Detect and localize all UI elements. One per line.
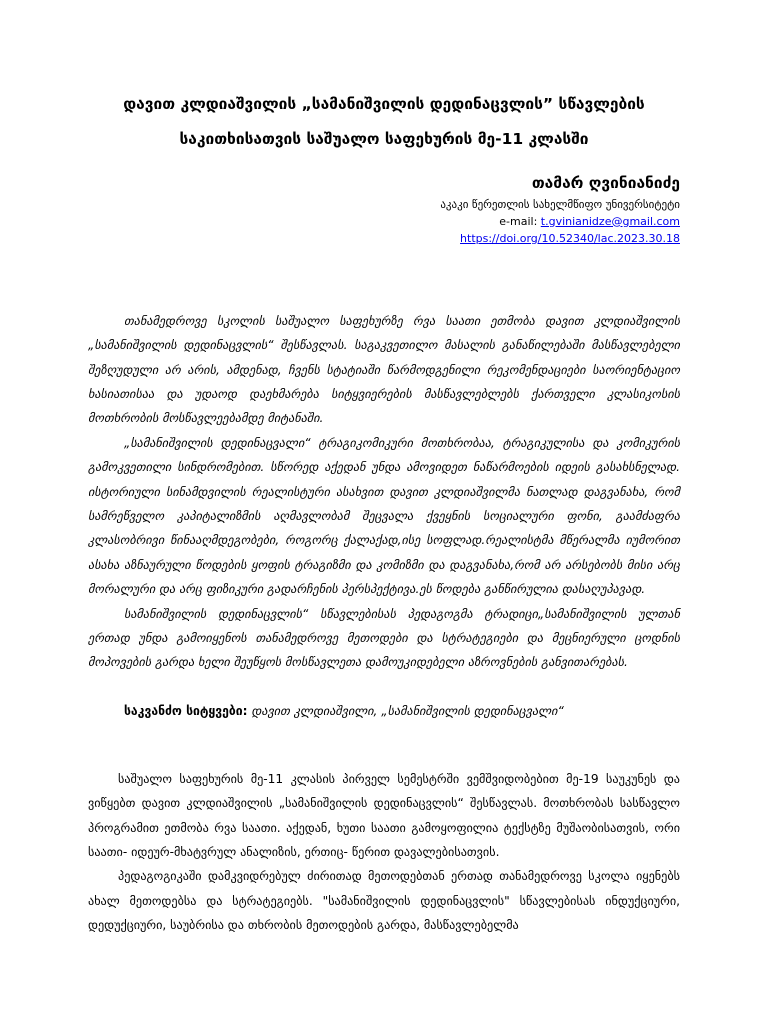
keywords-label: საკვანძო სიტყვები: (124, 703, 248, 718)
abstract-paragraph: სამანიშვილის დედინაცვლის“ სწავლებისას პედაგოგმა ტრადიცი„სამანიშვილის ულთან ერთად უნდა გამოიყენოს თანამედროვე მეთოდები და სტრატეგიები და მეცნიერული ცოდნის მოპოვების გარდა ხელი შეუწყოს მოსწავლეთა დამოუკიდებელი აზროვნების განვითარებას. (88, 606, 680, 670)
keywords (88, 699, 680, 723)
abstract-paragraph: „სამანიშვილის დედინაცვალი“ ტრაგიკომიკური მოთხრობაა, ტრაგიკულისა და კომიკურის გამოკვეთილი სინდრომებით. სწორედ აქედან უნდა ამოვიდეთ ნაწარმოების იდეის გასახსნელად. ისტორიული სინამდვილის რეალისტური ასახვით დავით კლდიაშვილმა ნათლად დაგვანახა, რომ სამრეწველო კაპიტალიზმის აღმავლობამ შეცვალა ქვეყნის სოციალური ფონი, გაამძაფრა კლასობრივი წინააღმდეგობები, როგორც ქალაქად,ისე სოფლად.რეალისტმა მწერალმა იუმორით ასახა აზნაურული წოდების ყოფის ტრაგიზმი და კომიზმი და დაგვანახა,რომ არ არსებობს მისი არც მორალური და არც ფიზიკური გადარჩენის პერსპექტივა.ეს წოდება განწირულია დასაღუპავად. (88, 435, 680, 597)
author-block (88, 172, 680, 246)
title-line-1: დავით კლდიაშვილის „სამანიშვილის დედინაცვლის” სწავლების (123, 95, 645, 113)
email-label: e-mail: (499, 214, 538, 228)
doi-link[interactable]: https://doi.org/10.52340/lac.2023.30.18 (460, 231, 680, 245)
author-email-line (88, 213, 680, 230)
author-affiliation: აკაკი წერეთლის სახელმწიფო უნივერსიტეტი (440, 197, 680, 211)
abstract (88, 309, 680, 675)
email-link[interactable]: t.gvinianidze@gmail.com (540, 214, 680, 228)
author-name: თამარ ღვინიანიძე (531, 174, 680, 193)
abstract-paragraph: თანამედროვე სკოლის საშუალო საფეხურზე რვა საათი ეთმობა დავით კლდიაშვილის „სამანიშვილის დედინაცვლის“ შესწავლას. საგაკვეთილო მასალის განაწილებაში მასწავლებელი შეზღუდული არ არის, ამდენად, ჩვენს სტატიაში წარმოდგენილი რეკომენდაციები საორიენტაციო ხასიათისაა და უდაოდ დაეხმარება სიტყვიერების მასწავლებლებს ქართველი კლასიკოსის მოთხრობის მოსწავლეებამდე მიტანაში. (88, 313, 680, 426)
keywords-text: დავით კლდიაშვილი, „სამანიშვილის დედინაცვალი“ (251, 703, 564, 718)
body-paragraph: პედაგოგიკაში დამკვიდრებულ ძირითად მეთოდებთან ერთად თანამედროვე სკოლა იყენებს ახალ მეთოდებსა და სტრატეგიებს. "სამანიშვილის დედინაცვლის" სწავლებისას ინდუქციური, დედუქციური, საუბრისა და თხრობის მეთოდების გარდა, მასწავლებელმა (88, 869, 680, 933)
body-text (88, 767, 680, 938)
doi-line (88, 230, 680, 247)
title-line-2: საკითხისათვის საშუალო საფეხურის მე-11 კლასში (179, 129, 589, 148)
body-paragraph: საშუალო საფეხურის მე-11 კლასის პირველ სემესტრში ვემშვიდობებით მე-19 საუკუნეს და ვიწყებთ დავით კლდიაშვილის „სამანიშვილის დედინაცვლის“ შესწავლას. მოთხრობას სასწავლო პროგრამით ეთმობა რვა საათი. აქედან, ხუთი საათი გამოყოფილია ტექსტზე მუშაობისათვის, ორი საათი- იდეურ-მხატვრულ ანალიზის, ერთიც- წერით დავალებისათვის. (88, 771, 680, 860)
